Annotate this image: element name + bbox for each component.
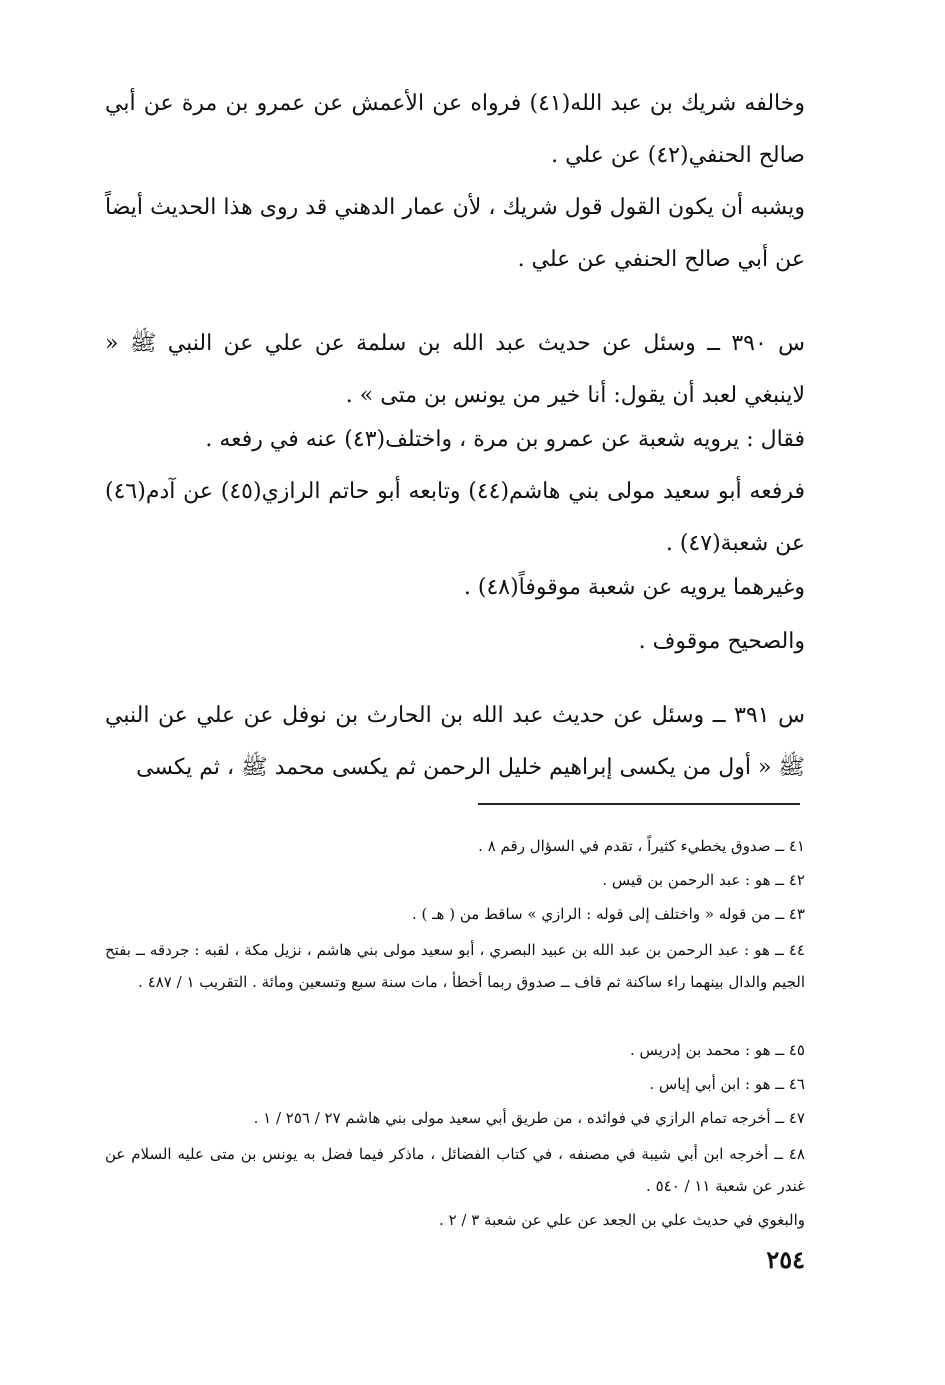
footnote-41: ٤١ ــ صدوق يخطيء كثيراً ، تقدم في السؤال رقم ٨ . <box>478 837 805 855</box>
footnote-46: ٤٦ ــ هو : ابن أبي إياس . <box>649 1075 805 1093</box>
footnote-47: ٤٧ ــ أخرجه تمام الرازي في فوائده ، من طريق أبي سعيد مولى بني هاشم ٢٧ / ٢٥٦ / ١ . <box>253 1109 805 1127</box>
page-number: ٢٥٤ <box>766 1245 805 1274</box>
footnote-45: ٤٥ ــ هو : محمد بن إدريس . <box>629 1041 805 1059</box>
footnote-48-continued: والبغوي في حديث علي بن الجعد عن علي عن شعبة ٣ / ٢ . <box>439 1211 805 1229</box>
paragraph-faqal: فقال : يرويه شعبة عن عمرو بن مرة ، واختلف(٤٣) عنه في رفعه . <box>205 427 805 452</box>
question-390: س ٣٩٠ ــ وسئل عن حديث عبد الله بن سلمة عن علي عن النبي ﷺ « لاينبغي لعبد أن يقول: أنا خير من يونس بن متى » . <box>105 331 805 408</box>
question-391: س ٣٩١ ــ وسئل عن حديث عبد الله بن الحارث بن نوفل عن علي عن النبي ﷺ « أول من يكسى إبراهيم خليل الرحمن ثم يكسى محمد ﷺ ، ثم يكسى <box>105 703 805 780</box>
paragraph-sahih: والصحيح موقوف . <box>638 629 805 654</box>
paragraph-rafaahu: فرفعه أبو سعيد مولى بني هاشم(٤٤) وتابعه أبو حاتم الرازي(٤٥) عن آدم(٤٦) عن شعبة(٤٧) . <box>105 479 805 556</box>
footnote-44: ٤٤ ــ هو : عبد الرحمن بن عبد الله بن عبيد البصري ، أبو سعيد مولى بني هاشم ، نزيل مكة ، لقبه : جردقه ــ بفتح الجيم والدال بينهما راء ساكنة ثم قاف ــ صدوق ربما أخطأ ، مات سنة سبع وتسعين ومائة . التقريب ١ / ٤٨٧ . <box>105 941 805 991</box>
footnote-48: ٤٨ ــ أخرجه ابن أبي شيبة في مصنفه ، في كتاب الفضائل ، ماذكر فيما فضل به يونس بن متى عليه السلام عن غندر عن شعبة ١١ / ٥٤٠ . <box>105 1145 805 1195</box>
paragraph-yushbih: ويشبه أن يكون القول قول شريك ، لأن عمار الدهني قد روى هذا الحديث أيضاً عن أبي صالح الحنفي عن علي . <box>105 195 806 272</box>
paragraph-sharik: وخالفه شريك بن عبد الله(٤١) فرواه عن الأعمش عن عمرو بن مرة عن أبي صالح الحنفي(٤٢) عن علي . <box>105 91 805 168</box>
paragraph-ghayruhuma: وغيرهما يرويه عن شعبة موقوفاً(٤٨) . <box>463 575 805 600</box>
footnote-divider <box>478 803 800 805</box>
footnote-43: ٤٣ ــ من قوله « واختلف إلى قوله : الرازي » ساقط من ( هـ ) . <box>411 905 805 923</box>
footnote-42: ٤٢ ــ هو : عبد الرحمن بن قيس . <box>602 871 805 889</box>
